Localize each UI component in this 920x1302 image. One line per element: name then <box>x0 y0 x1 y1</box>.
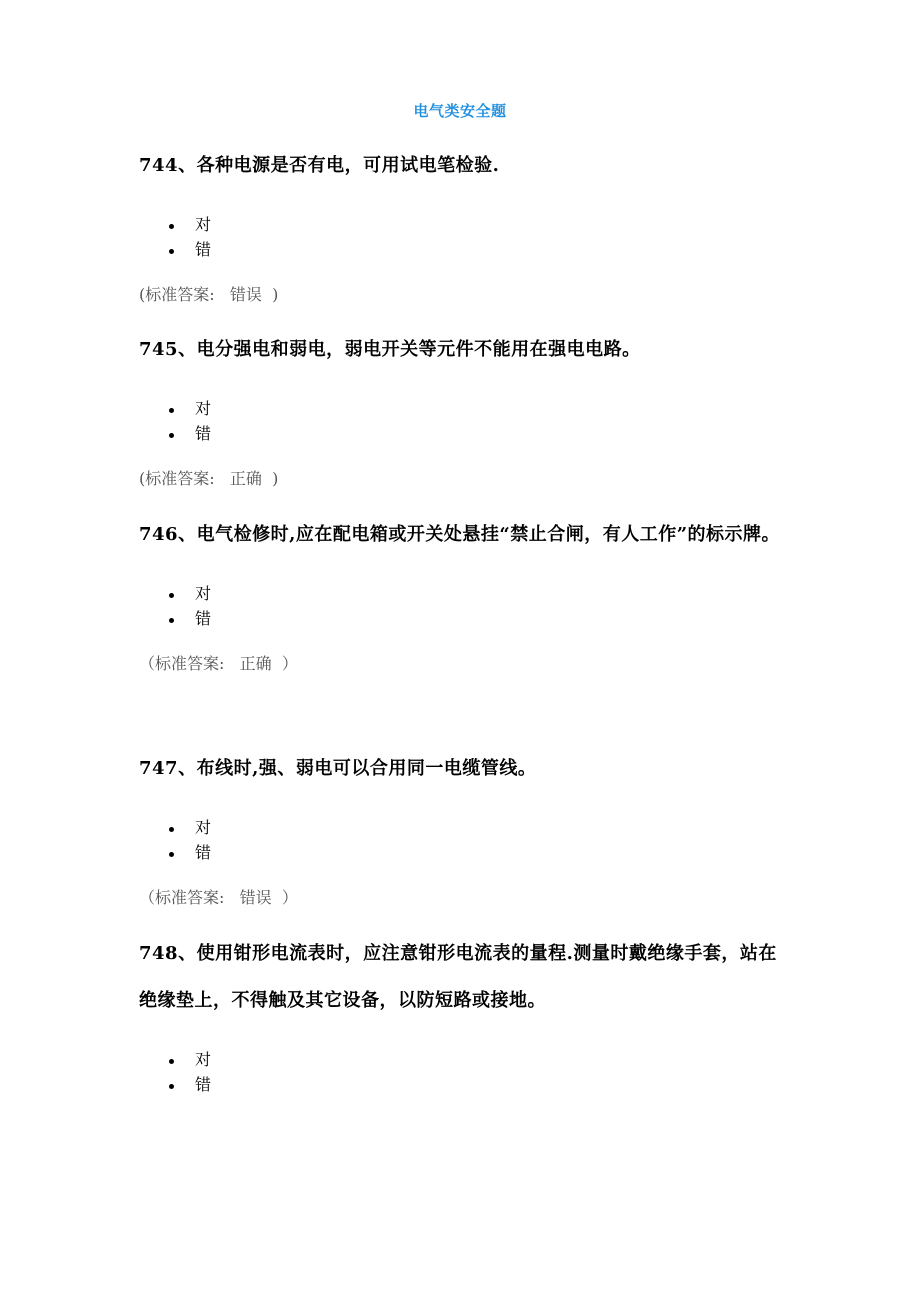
bullet-icon <box>169 1084 174 1089</box>
standard-answer <box>139 467 789 491</box>
option-label: 对 <box>195 584 212 603</box>
question-747 <box>139 745 789 910</box>
bullet-icon <box>169 408 174 413</box>
option-label: 对 <box>195 399 212 418</box>
option-list <box>139 396 789 446</box>
question-748 <box>139 930 789 1097</box>
option-true[interactable] <box>139 581 789 606</box>
page-title: 电气类安全题 <box>413 102 507 120</box>
option-label: 错 <box>195 240 212 259</box>
answer-value: 错误 <box>229 285 262 304</box>
option-label: 错 <box>195 1075 212 1094</box>
option-true[interactable] <box>139 815 789 840</box>
option-label: 错 <box>195 843 212 862</box>
answer-prefix: （标准答案: <box>139 654 225 673</box>
question-text: 747、布线时,强、弱电可以合用同一电缆管线。 <box>139 758 537 779</box>
bullet-icon <box>169 249 174 254</box>
option-false[interactable] <box>139 421 789 446</box>
option-false[interactable] <box>139 1072 789 1097</box>
option-true[interactable] <box>139 212 789 237</box>
question-text: 745、电分强电和弱电，弱电开关等元件不能用在强电电路。 <box>139 339 641 360</box>
option-label: 错 <box>195 609 212 628</box>
option-true[interactable] <box>139 396 789 421</box>
answer-suffix: ） <box>281 888 298 907</box>
answer-suffix: ) <box>272 469 279 488</box>
answer-prefix: (标准答案: <box>139 469 215 488</box>
option-label: 错 <box>195 424 212 443</box>
standard-answer <box>139 652 789 676</box>
answer-prefix: （标准答案: <box>139 888 225 907</box>
option-false[interactable] <box>139 237 789 262</box>
answer-value: 正确 <box>239 654 272 673</box>
bullet-icon <box>169 618 174 623</box>
answer-suffix: ） <box>281 654 298 673</box>
bullet-icon <box>169 852 174 857</box>
option-true[interactable] <box>139 1047 789 1072</box>
answer-value: 正确 <box>229 469 262 488</box>
bullet-icon <box>169 1059 174 1064</box>
option-label: 对 <box>195 818 212 837</box>
standard-answer <box>139 283 789 307</box>
bullet-icon <box>169 224 174 229</box>
standard-answer <box>139 886 789 910</box>
bullet-icon <box>169 593 174 598</box>
option-list <box>139 815 789 865</box>
bullet-icon <box>169 827 174 832</box>
option-label: 对 <box>195 215 212 234</box>
bullet-icon <box>169 433 174 438</box>
answer-value: 错误 <box>239 888 272 907</box>
option-list <box>139 1047 789 1097</box>
option-false[interactable] <box>139 840 789 865</box>
option-list <box>139 212 789 262</box>
question-746 <box>139 511 789 676</box>
question-745 <box>139 326 789 491</box>
question-744 <box>139 142 789 307</box>
question-text: 746、电气检修时,应在配电箱或开关处悬挂“禁止合闸，有人工作”的标示牌。 <box>139 524 781 545</box>
question-text: 748、使用钳形电流表时，应注意钳形电流表的量程.测量时戴绝缘手套，站在绝缘垫上，不得触及其它设备，以防短路或接地。 <box>139 943 777 1011</box>
option-false[interactable] <box>139 606 789 631</box>
answer-prefix: (标准答案: <box>139 285 215 304</box>
question-text: 744、各种电源是否有电，可用试电笔检验. <box>139 155 500 176</box>
option-list <box>139 581 789 631</box>
answer-suffix: ) <box>272 285 279 304</box>
option-label: 对 <box>195 1050 212 1069</box>
